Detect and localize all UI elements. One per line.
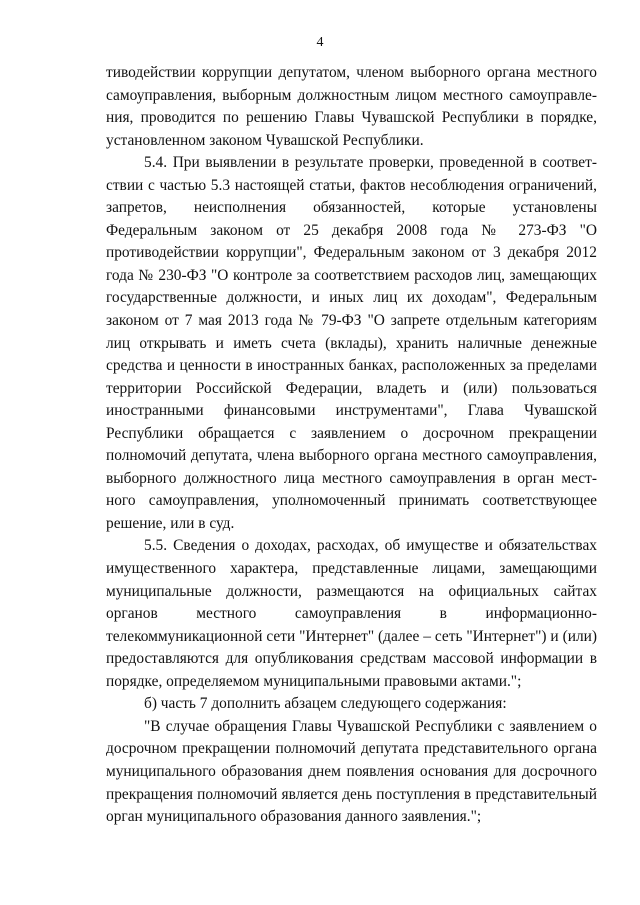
paragraph-clause-5-4: 5.4. При выявлении в результате проверки, проведенной в соответствии с частью 5.3 настоящей статьи, фактов несоблюдения ограничений, запретов, неисполнения обязанностей, которые установлены Федеральным законом от 25 декабря 2008 года № 273-ФЗ "О противодействии коррупции", Федеральным законом от 3 декабря 2012 года № 230-ФЗ "О контроле за соответствием расходов лиц, замещающих государственные должности, и иных лиц их доходам", Федеральным законом от 7 мая 2013 года № 79-ФЗ "О запрете отдельным категориям лиц открывать и иметь счета (вклады), хранить наличные денежные средства и ценности в иностранных банках, расположенных за пределами территории Российской Федерации, владеть и (или) пользоваться иностранными финансовыми инструментами", Глава Чувашской Республики обращается с заявлением о досрочном прекращении полномочий депутата, члена выборного органа местного самоуправления, выборного должностного лица местного самоуправления в орган местного самоуправления, уполномоченный принимать соответствующее решение, или в суд.: [106, 154, 597, 532]
document-body: [106, 62, 597, 829]
paragraph-continuation: тиводействии коррупции депутатом, членом выборного органа местного самоуправления, выборным должностным лицом местного самоуправления, проводится по решению Главы Чувашской Республики в порядке, установленном законом Чувашской Республики.: [106, 64, 597, 149]
paragraph-item-b: б) часть 7 дополнить абзацем следующего содержания:: [144, 695, 507, 713]
paragraph-clause-5-5: 5.5. Сведения о доходах, расходах, об имуществе и обязательствах имущественного характера, представленные лицами, замещающими муниципальные должности, размещаются на официальных сайтах органов местного самоуправления в информационно-телекоммуникационной сети "Интернет" (далее – сеть "Интернет") и (или) предоставляются для опубликования средствам массовой информации в порядке, определяемом муниципальными правовыми актами.";: [106, 537, 597, 690]
page-number: 4: [316, 35, 324, 50]
paragraph-quoted-amendment: "В случае обращения Главы Чувашской Республики с заявлением о досрочном прекращении полномочий депутата представительного органа муниципального образования днем появления основания для досрочного прекращения полномочий является день поступления в представительный орган муниципального образования данного заявления.";: [106, 717, 597, 826]
